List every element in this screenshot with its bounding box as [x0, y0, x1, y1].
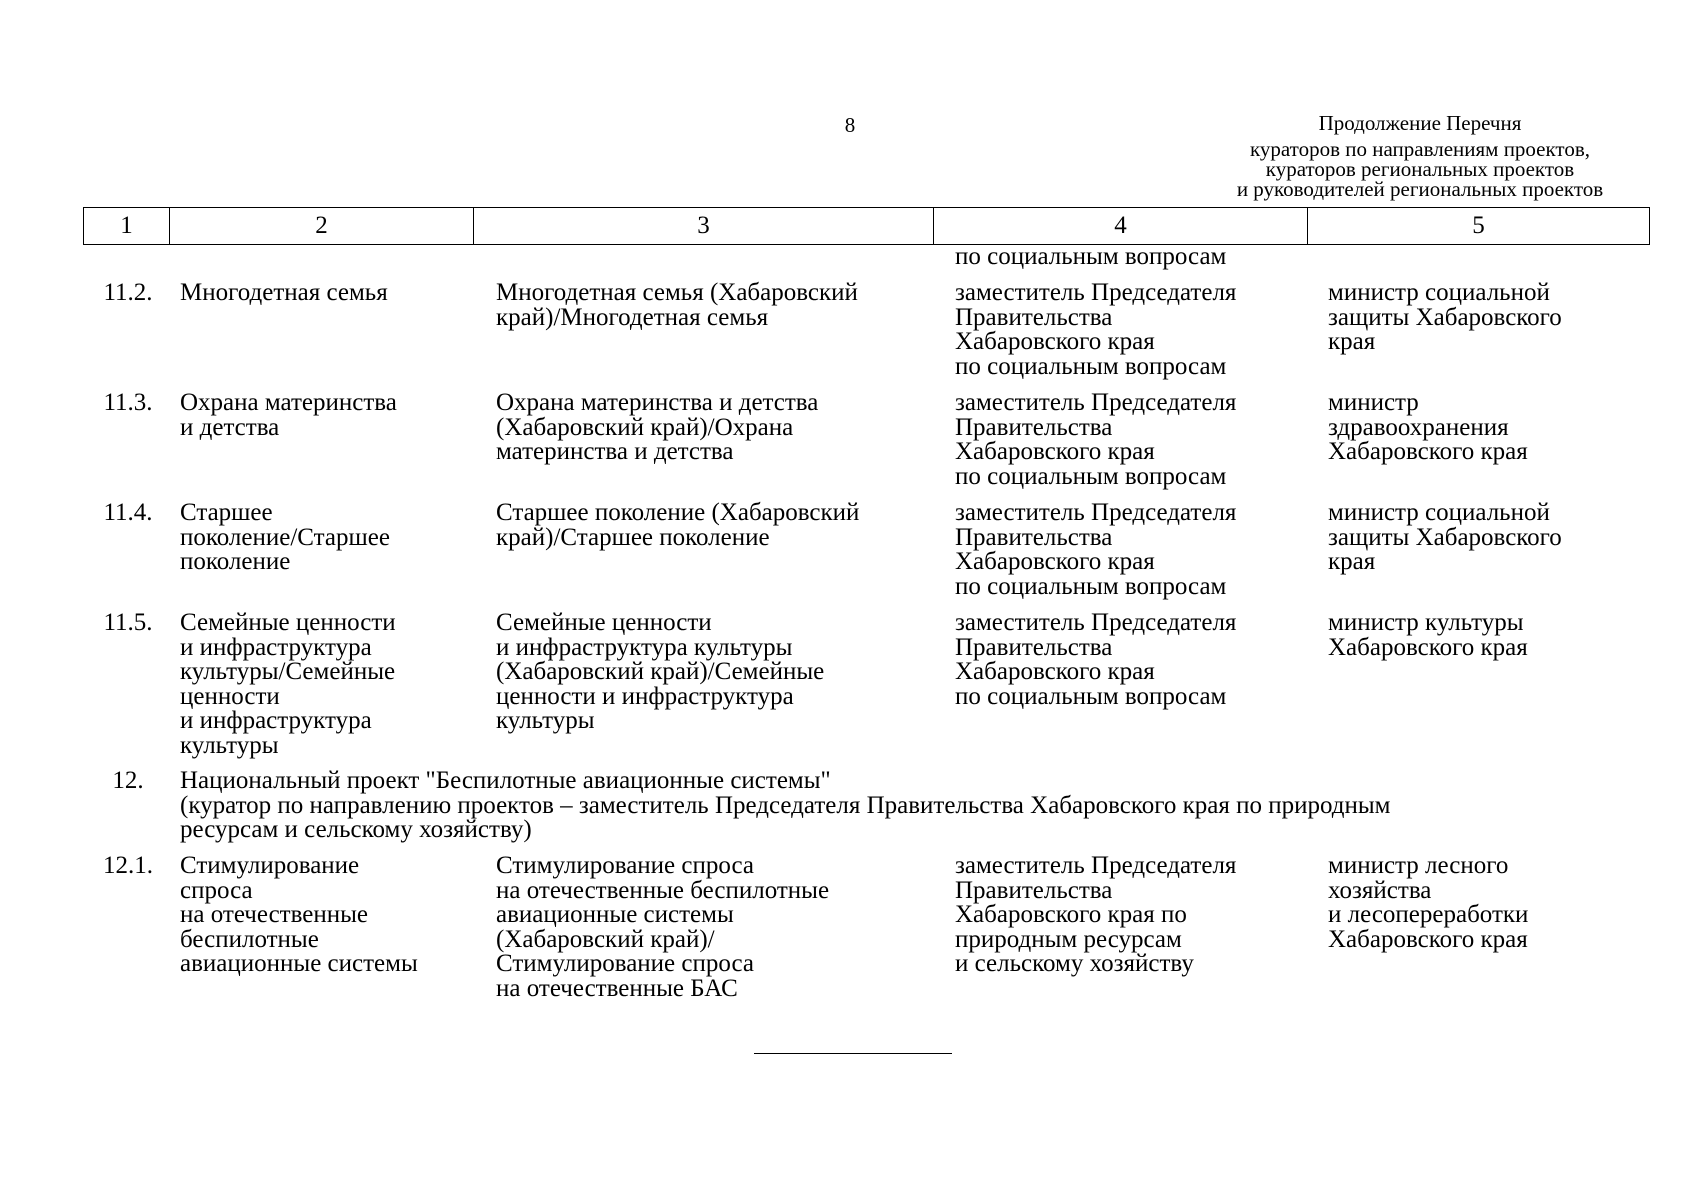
regional-project: [496, 854, 829, 1001]
cell-line: материнства и детства: [496, 438, 734, 465]
project-head: [1328, 854, 1528, 952]
cell-line: и инфраструктура: [180, 707, 372, 734]
regional-project: [496, 391, 818, 465]
cell-line: министр: [1328, 389, 1419, 416]
cell-line: край)/Старшее поколение: [496, 523, 770, 551]
cell-line: защиты Хабаровского: [1328, 303, 1562, 331]
page-number: 8: [844, 113, 856, 137]
cell-line: заместитель Председателя: [955, 279, 1237, 306]
cell-line: Хабаровского края: [1328, 925, 1528, 953]
cell-line: и лесопереработки: [1328, 901, 1529, 928]
cell-line: Стимулирование: [180, 852, 360, 879]
row-number: 11.5.: [103, 609, 153, 636]
cell-line: и детства: [180, 413, 280, 441]
cell-line: ценности и инфраструктура: [496, 682, 794, 710]
regional-project: [496, 501, 859, 550]
cell-line: природным ресурсам: [955, 925, 1182, 953]
cell-line: по социальным вопросам: [955, 572, 1227, 600]
row-number: 11.4.: [103, 499, 153, 526]
continuation-subtitle-line: кураторов по направлениям проектов,: [1250, 137, 1590, 161]
regional-project: [496, 281, 858, 330]
cell-line: ценности: [180, 682, 280, 710]
column-header: 4: [934, 208, 1308, 245]
curator: [955, 611, 1236, 709]
continuation-subtitle: [1180, 139, 1660, 199]
cell-line: авиационные системы: [496, 901, 734, 928]
column-header-table: [83, 207, 1650, 245]
cell-line: Хабаровского края: [1328, 633, 1528, 661]
project-head: [1328, 611, 1528, 660]
column-header: 1: [84, 208, 170, 245]
cell-line: (Хабаровский край)/: [496, 925, 715, 953]
cell-line: министр лесного: [1328, 852, 1509, 879]
cell-line: Охрана материнства и детства: [496, 389, 819, 416]
cell-line: края: [1328, 328, 1376, 355]
cell-line: поколение: [180, 548, 291, 575]
cell-line: министр культуры: [1328, 609, 1524, 636]
continuation-title: Продолжение Перечня: [1318, 111, 1522, 135]
curator: [955, 281, 1236, 379]
cell-line: защиты Хабаровского: [1328, 523, 1562, 551]
cell-line: Хабаровского края: [955, 658, 1155, 685]
cell-line: (Хабаровский край)/Охрана: [496, 413, 794, 441]
cell-line: и сельскому хозяйству: [955, 950, 1194, 977]
cell-line: Хабаровского края: [1328, 438, 1528, 465]
cell-line: спроса: [180, 876, 253, 904]
project-head: [1328, 501, 1562, 575]
cell-line: министр социальной: [1328, 279, 1550, 306]
cell-line: по социальным вопросам: [955, 352, 1227, 380]
cell-line: (Хабаровский край)/Семейные: [496, 658, 825, 685]
cell-line: Правительства: [955, 303, 1113, 331]
cell-line: Охрана материнства: [180, 389, 397, 416]
continuation-subtitle-line: кураторов региональных проектов: [1265, 157, 1575, 181]
continuation-subtitle-line: и руководителей региональных проектов: [1236, 177, 1604, 201]
cell-line: поколение/Старшее: [180, 523, 390, 551]
cell-line: здравоохранения: [1328, 413, 1509, 441]
curator: [955, 501, 1236, 599]
cell-line: Многодетная семья: [180, 279, 388, 306]
cell-line: на отечественные: [180, 901, 369, 928]
regional-project: [496, 611, 824, 734]
curator: [955, 391, 1236, 489]
project-name: [180, 281, 388, 306]
curator: [955, 854, 1236, 977]
cell-line: беспилотные: [180, 925, 319, 953]
cell-line: министр социальной: [1328, 499, 1550, 526]
project-head: [1328, 281, 1562, 355]
carryover-text: по социальным вопросам: [955, 243, 1227, 270]
section-line: (куратор по направлению проектов – заместитель Председателя Правительства Хабаровского края по природным: [180, 791, 1391, 819]
cell-line: Правительства: [955, 633, 1113, 661]
project-name: [180, 391, 397, 440]
cell-line: и инфраструктура: [180, 633, 372, 661]
cell-line: заместитель Председателя: [955, 389, 1237, 416]
row-number: 11.2.: [103, 279, 153, 306]
cell-line: Правительства: [955, 876, 1113, 904]
column-header-row: [84, 208, 1650, 245]
cell-line: на отечественные БАС: [496, 974, 738, 1002]
cell-line: на отечественные беспилотные: [496, 876, 830, 904]
cell-line: хозяйства: [1328, 876, 1432, 904]
project-name: [180, 501, 390, 575]
cell-line: по социальным вопросам: [955, 462, 1227, 490]
section-title: [180, 769, 1391, 843]
cell-line: Хабаровского края по: [955, 901, 1187, 928]
cell-line: Правительства: [955, 413, 1113, 441]
cell-line: Семейные ценности: [180, 609, 396, 636]
cell-line: Старшее: [180, 499, 273, 526]
cell-line: Стимулирование спроса: [496, 852, 754, 879]
cell-line: заместитель Председателя: [955, 852, 1237, 879]
cell-line: Старшее поколение (Хабаровский: [496, 499, 860, 526]
cell-line: Стимулирование спроса: [496, 950, 754, 977]
column-header: 3: [474, 208, 934, 245]
row-number: 12.1.: [103, 852, 153, 879]
cell-line: Семейные ценности: [496, 609, 712, 636]
cell-line: культуры: [180, 731, 279, 759]
project-name: [180, 854, 418, 977]
cell-line: Хабаровского края: [955, 438, 1155, 465]
cell-line: Правительства: [955, 523, 1113, 551]
cell-line: заместитель Председателя: [955, 499, 1237, 526]
section-line: Национальный проект "Беспилотные авиационные системы": [180, 767, 831, 794]
section-number: 12.: [112, 767, 144, 794]
section-line: ресурсам и сельскому хозяйству): [180, 816, 532, 843]
cell-line: заместитель Председателя: [955, 609, 1237, 636]
column-header: 2: [170, 208, 474, 245]
end-divider: [754, 1053, 952, 1054]
project-name: [180, 611, 396, 758]
column-header: 5: [1308, 208, 1650, 245]
cell-line: культуры: [496, 707, 595, 734]
cell-line: Хабаровского края: [955, 548, 1155, 575]
cell-line: края: [1328, 548, 1376, 575]
cell-line: Многодетная семья (Хабаровский: [496, 279, 858, 306]
project-head: [1328, 391, 1528, 465]
cell-line: край)/Многодетная семья: [496, 303, 769, 331]
cell-line: по социальным вопросам: [955, 682, 1227, 710]
cell-line: авиационные системы: [180, 950, 418, 977]
cell-line: Хабаровского края: [955, 328, 1155, 355]
row-number: 11.3.: [103, 389, 153, 416]
cell-line: культуры/Семейные: [180, 658, 396, 685]
cell-line: и инфраструктура культуры: [496, 633, 793, 661]
